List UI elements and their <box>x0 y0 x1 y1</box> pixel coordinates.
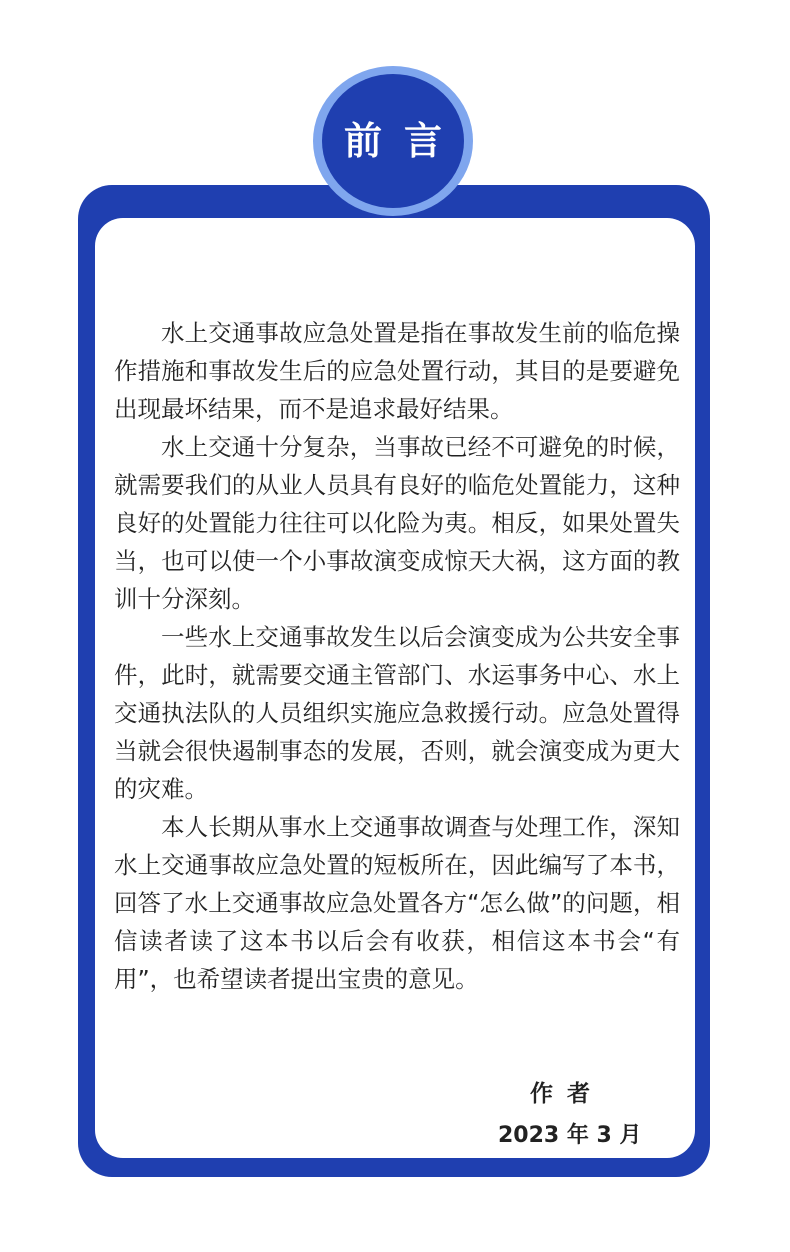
preface-body <box>114 314 680 998</box>
title-badge <box>322 74 464 208</box>
signature-author: 作者 <box>530 1081 604 1107</box>
paragraph-1: 水上交通事故应急处置是指在事故发生前的临危操作措施和事故发生后的应急处置行动，其目的是要避免出现最坏结果，而不是追求最好结果。 <box>114 319 680 423</box>
page-title: 前言 <box>344 119 465 163</box>
paragraph-4: 本人长期从事水上交通事故调查与处理工作，深知水上交通事故应急处置的短板所在，因此编写了本书，回答了水上交通事故应急处置各方“怎么做”的问题，相信读者读了这本书以后会有收获，相信这本书会“有用”，也希望读者提出宝贵的意见。 <box>114 813 680 993</box>
paragraph-3: 一些水上交通事故发生以后会演变成为公共安全事件，此时，就需要交通主管部门、水运事务中心、水上交通执法队的人员组织实施应急救援行动。应急处置得当就会很快遏制事态的发展，否则，就会演变成为更大的灾难。 <box>114 623 680 803</box>
paragraph-2: 水上交通十分复杂，当事故已经不可避免的时候，就需要我们的从业人员具有良好的临危处置能力，这种良好的处置能力往往可以化险为夷。相反，如果处置失当，也可以使一个小事故演变成惊天大祸，这方面的教训十分深刻。 <box>114 433 680 613</box>
signature-date: 2023 年 3 月 <box>498 1123 642 1148</box>
